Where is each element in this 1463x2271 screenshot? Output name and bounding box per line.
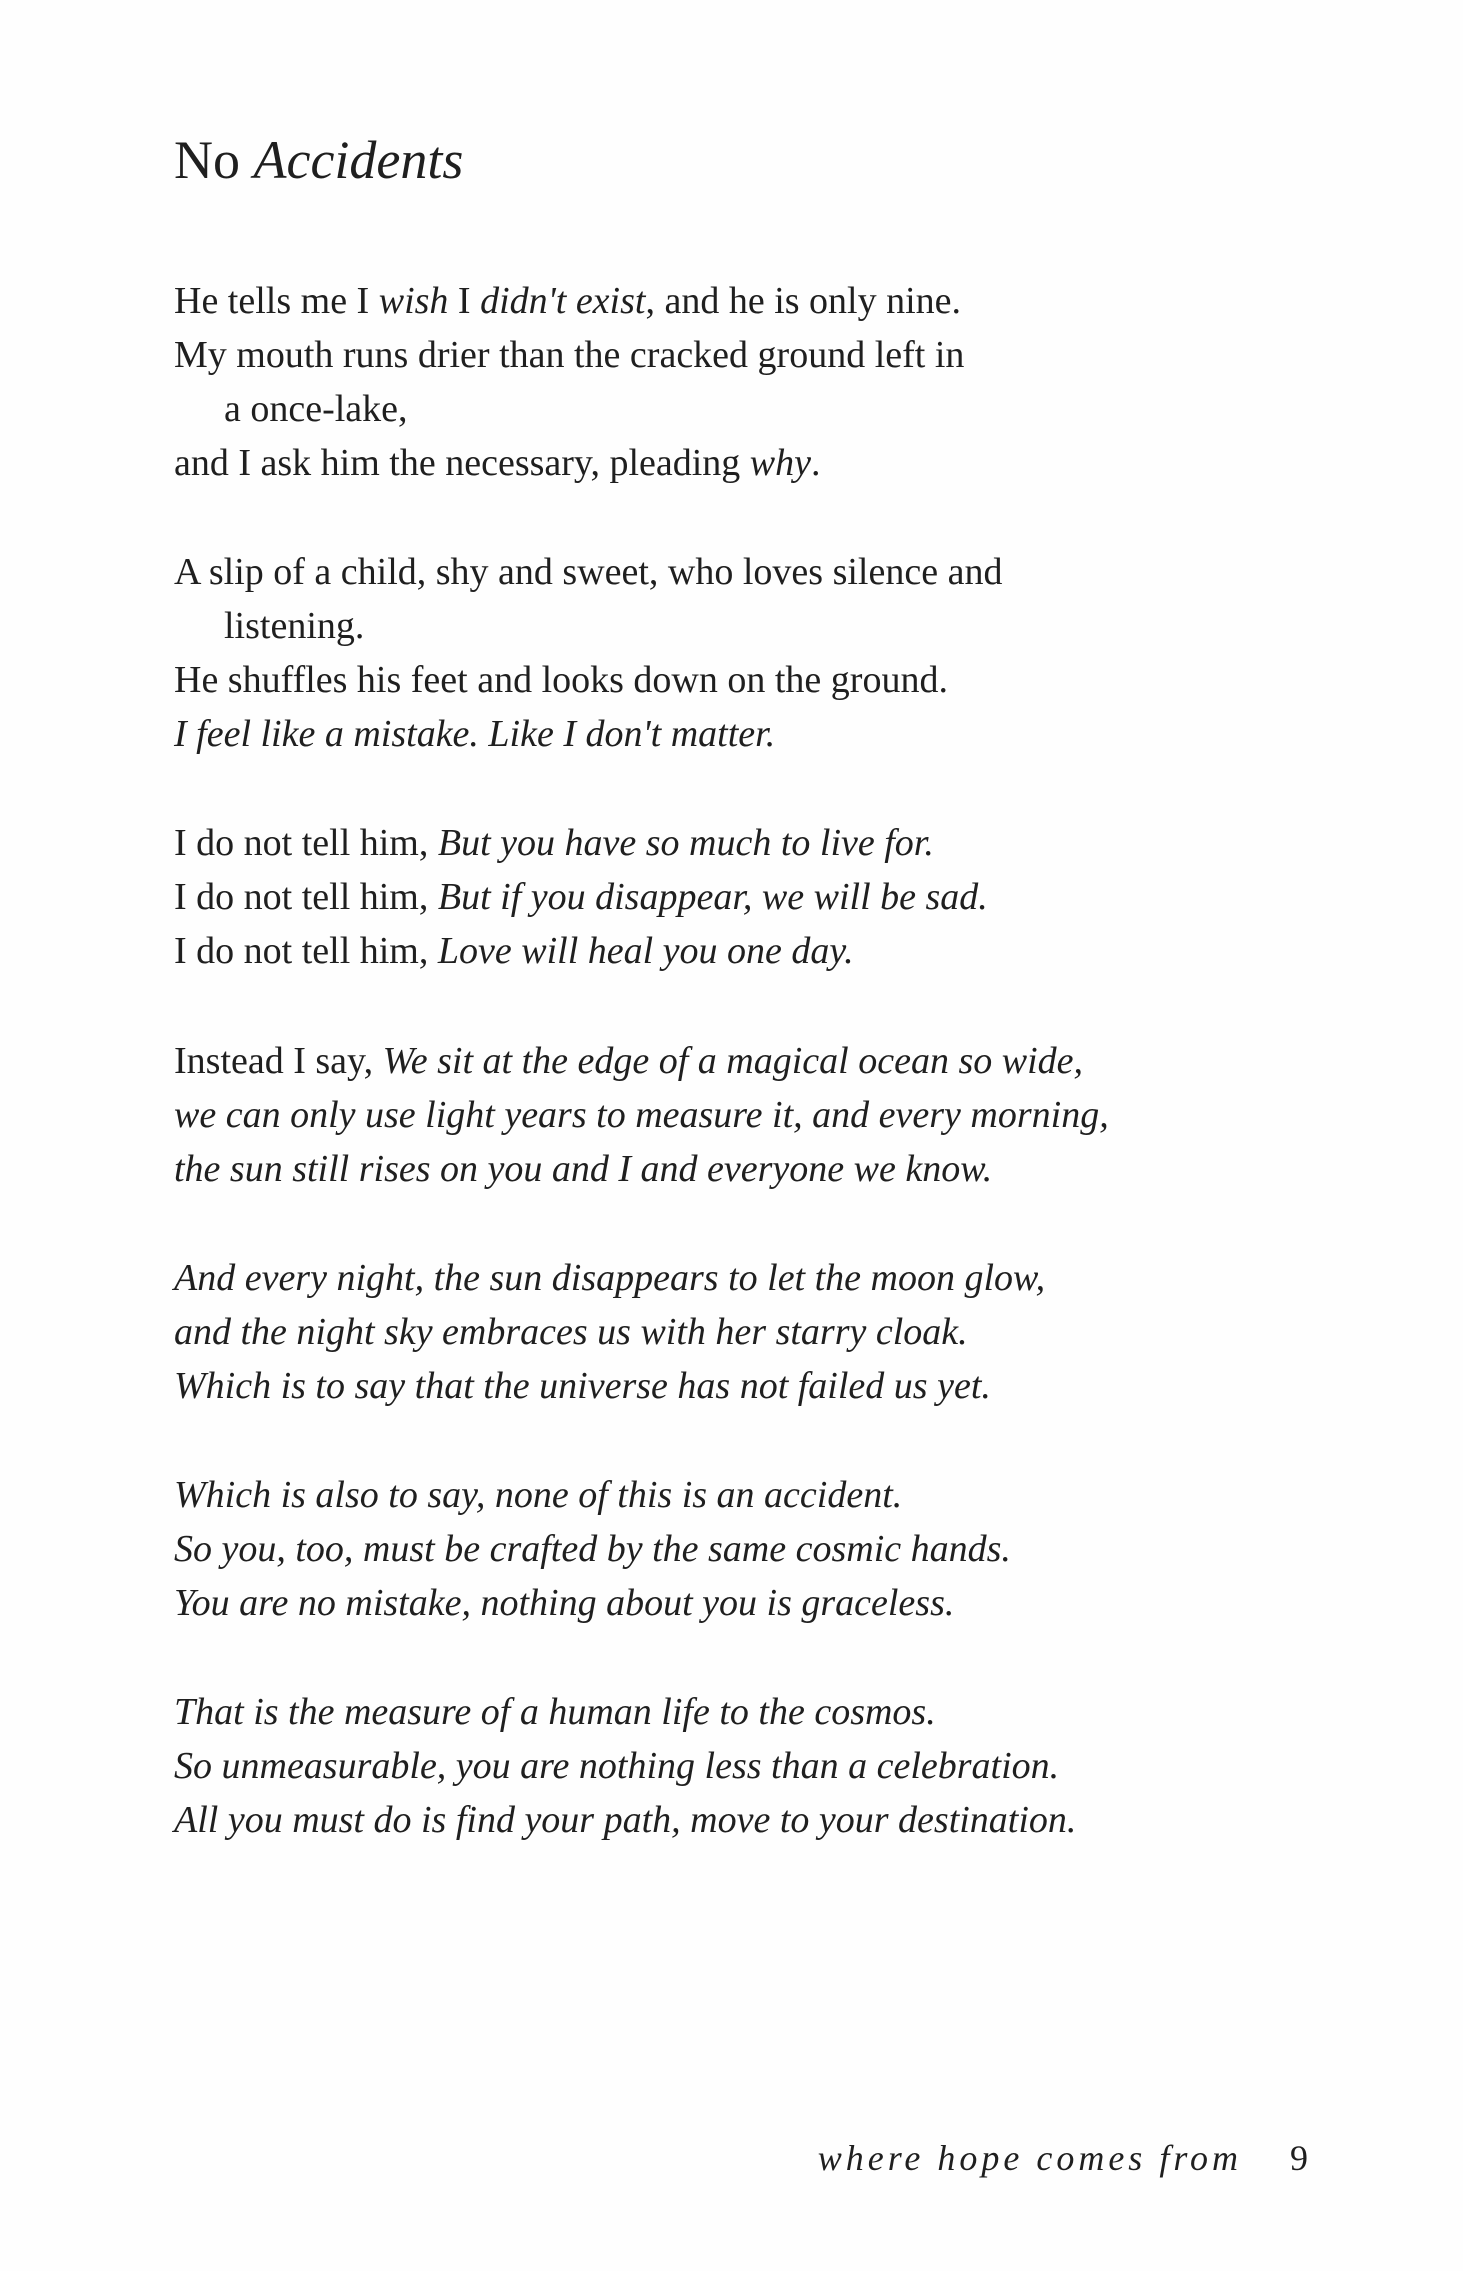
poem-line xyxy=(174,924,1294,978)
italic-text: That is the measure of a human life to the cosmos. xyxy=(174,1691,936,1733)
roman-text: a once-lake, xyxy=(224,388,408,430)
italic-text: You are no mistake, nothing about you is graceless. xyxy=(174,1582,955,1624)
italic-text: and the night sky embraces us with her starry cloak. xyxy=(174,1311,968,1353)
poem-line-continuation xyxy=(174,599,1294,653)
poem-line-continuation xyxy=(174,382,1294,436)
poem-line xyxy=(174,1359,1294,1413)
italic-text: And every night, the sun disappears to let the moon glow, xyxy=(174,1257,1046,1299)
poem-line xyxy=(174,1685,1294,1739)
roman-text: I xyxy=(448,280,481,322)
roman-text: My mouth runs drier than the cracked ground left in xyxy=(174,334,965,376)
roman-text: listening. xyxy=(224,605,365,647)
poem-body xyxy=(174,274,1294,1902)
italic-text: wish xyxy=(378,280,449,322)
stanza xyxy=(174,274,1294,490)
poem-line xyxy=(174,436,1294,490)
italic-text: we can only use light years to measure it, and every morning, xyxy=(174,1094,1109,1136)
italic-text: didn't exist xyxy=(480,280,646,322)
poem-line xyxy=(174,816,1294,870)
stanza xyxy=(174,816,1294,978)
poem-title-roman: No xyxy=(174,130,254,190)
stanza xyxy=(174,1034,1294,1196)
italic-text: We sit at the edge of a magical ocean so wide, xyxy=(382,1040,1083,1082)
italic-text: Which is to say that the universe has not failed us yet. xyxy=(174,1365,991,1407)
page-number: 9 xyxy=(1290,2138,1308,2178)
poem-line xyxy=(174,1468,1294,1522)
running-footer-title: where hope comes from xyxy=(817,2138,1242,2178)
italic-text: Love will heal you one day. xyxy=(437,930,854,972)
poem-line xyxy=(174,870,1294,924)
stanza xyxy=(174,545,1294,761)
poem-title-italic: Accidents xyxy=(253,130,464,190)
italic-text: But if you disappear, we will be sad. xyxy=(437,876,988,918)
poem-line xyxy=(174,1793,1294,1847)
italic-text: why xyxy=(749,442,812,484)
italic-text: the sun still rises on you and I and everyone we know. xyxy=(174,1148,993,1190)
roman-text: I do not tell him, xyxy=(174,930,438,972)
italic-text: So unmeasurable, you are nothing less than a celebration. xyxy=(174,1745,1060,1787)
poem-line xyxy=(174,328,1294,382)
poem-line xyxy=(174,1739,1294,1793)
stanza xyxy=(174,1685,1294,1847)
poem-line xyxy=(174,1088,1294,1142)
poem-line xyxy=(174,545,1294,599)
roman-text: , and he is only nine. xyxy=(645,280,962,322)
roman-text: A slip of a child, shy and sweet, who loves silence and xyxy=(174,551,1003,593)
poem-line xyxy=(174,1142,1294,1196)
roman-text: and I ask him the necessary, pleading xyxy=(174,442,750,484)
stanza xyxy=(174,1468,1294,1630)
italic-text: So you, too, must be crafted by the same cosmic hands. xyxy=(174,1528,1011,1570)
roman-text: I do not tell him, xyxy=(174,822,438,864)
italic-text: But you have so much to live for. xyxy=(437,822,934,864)
poem-title xyxy=(174,128,463,192)
italic-text: I feel like a mistake. Like I don't matter. xyxy=(174,713,776,755)
poem-line xyxy=(174,653,1294,707)
italic-text: Which is also to say, none of this is an accident. xyxy=(174,1474,903,1516)
italic-text: All you must do is find your path, move to your destination. xyxy=(174,1799,1077,1841)
poem-line xyxy=(174,1305,1294,1359)
poem-line xyxy=(174,1251,1294,1305)
roman-text: Instead I say, xyxy=(174,1040,383,1082)
roman-text: He shuffles his feet and looks down on the ground. xyxy=(174,659,948,701)
poem-line xyxy=(174,1034,1294,1088)
running-footer xyxy=(818,2136,1308,2180)
poem-line xyxy=(174,274,1294,328)
poem-line xyxy=(174,707,1294,761)
poem-line xyxy=(174,1576,1294,1630)
stanza xyxy=(174,1251,1294,1413)
roman-text: I do not tell him, xyxy=(174,876,438,918)
roman-text: He tells me I xyxy=(174,280,379,322)
roman-text: . xyxy=(811,442,821,484)
poem-line xyxy=(174,1522,1294,1576)
